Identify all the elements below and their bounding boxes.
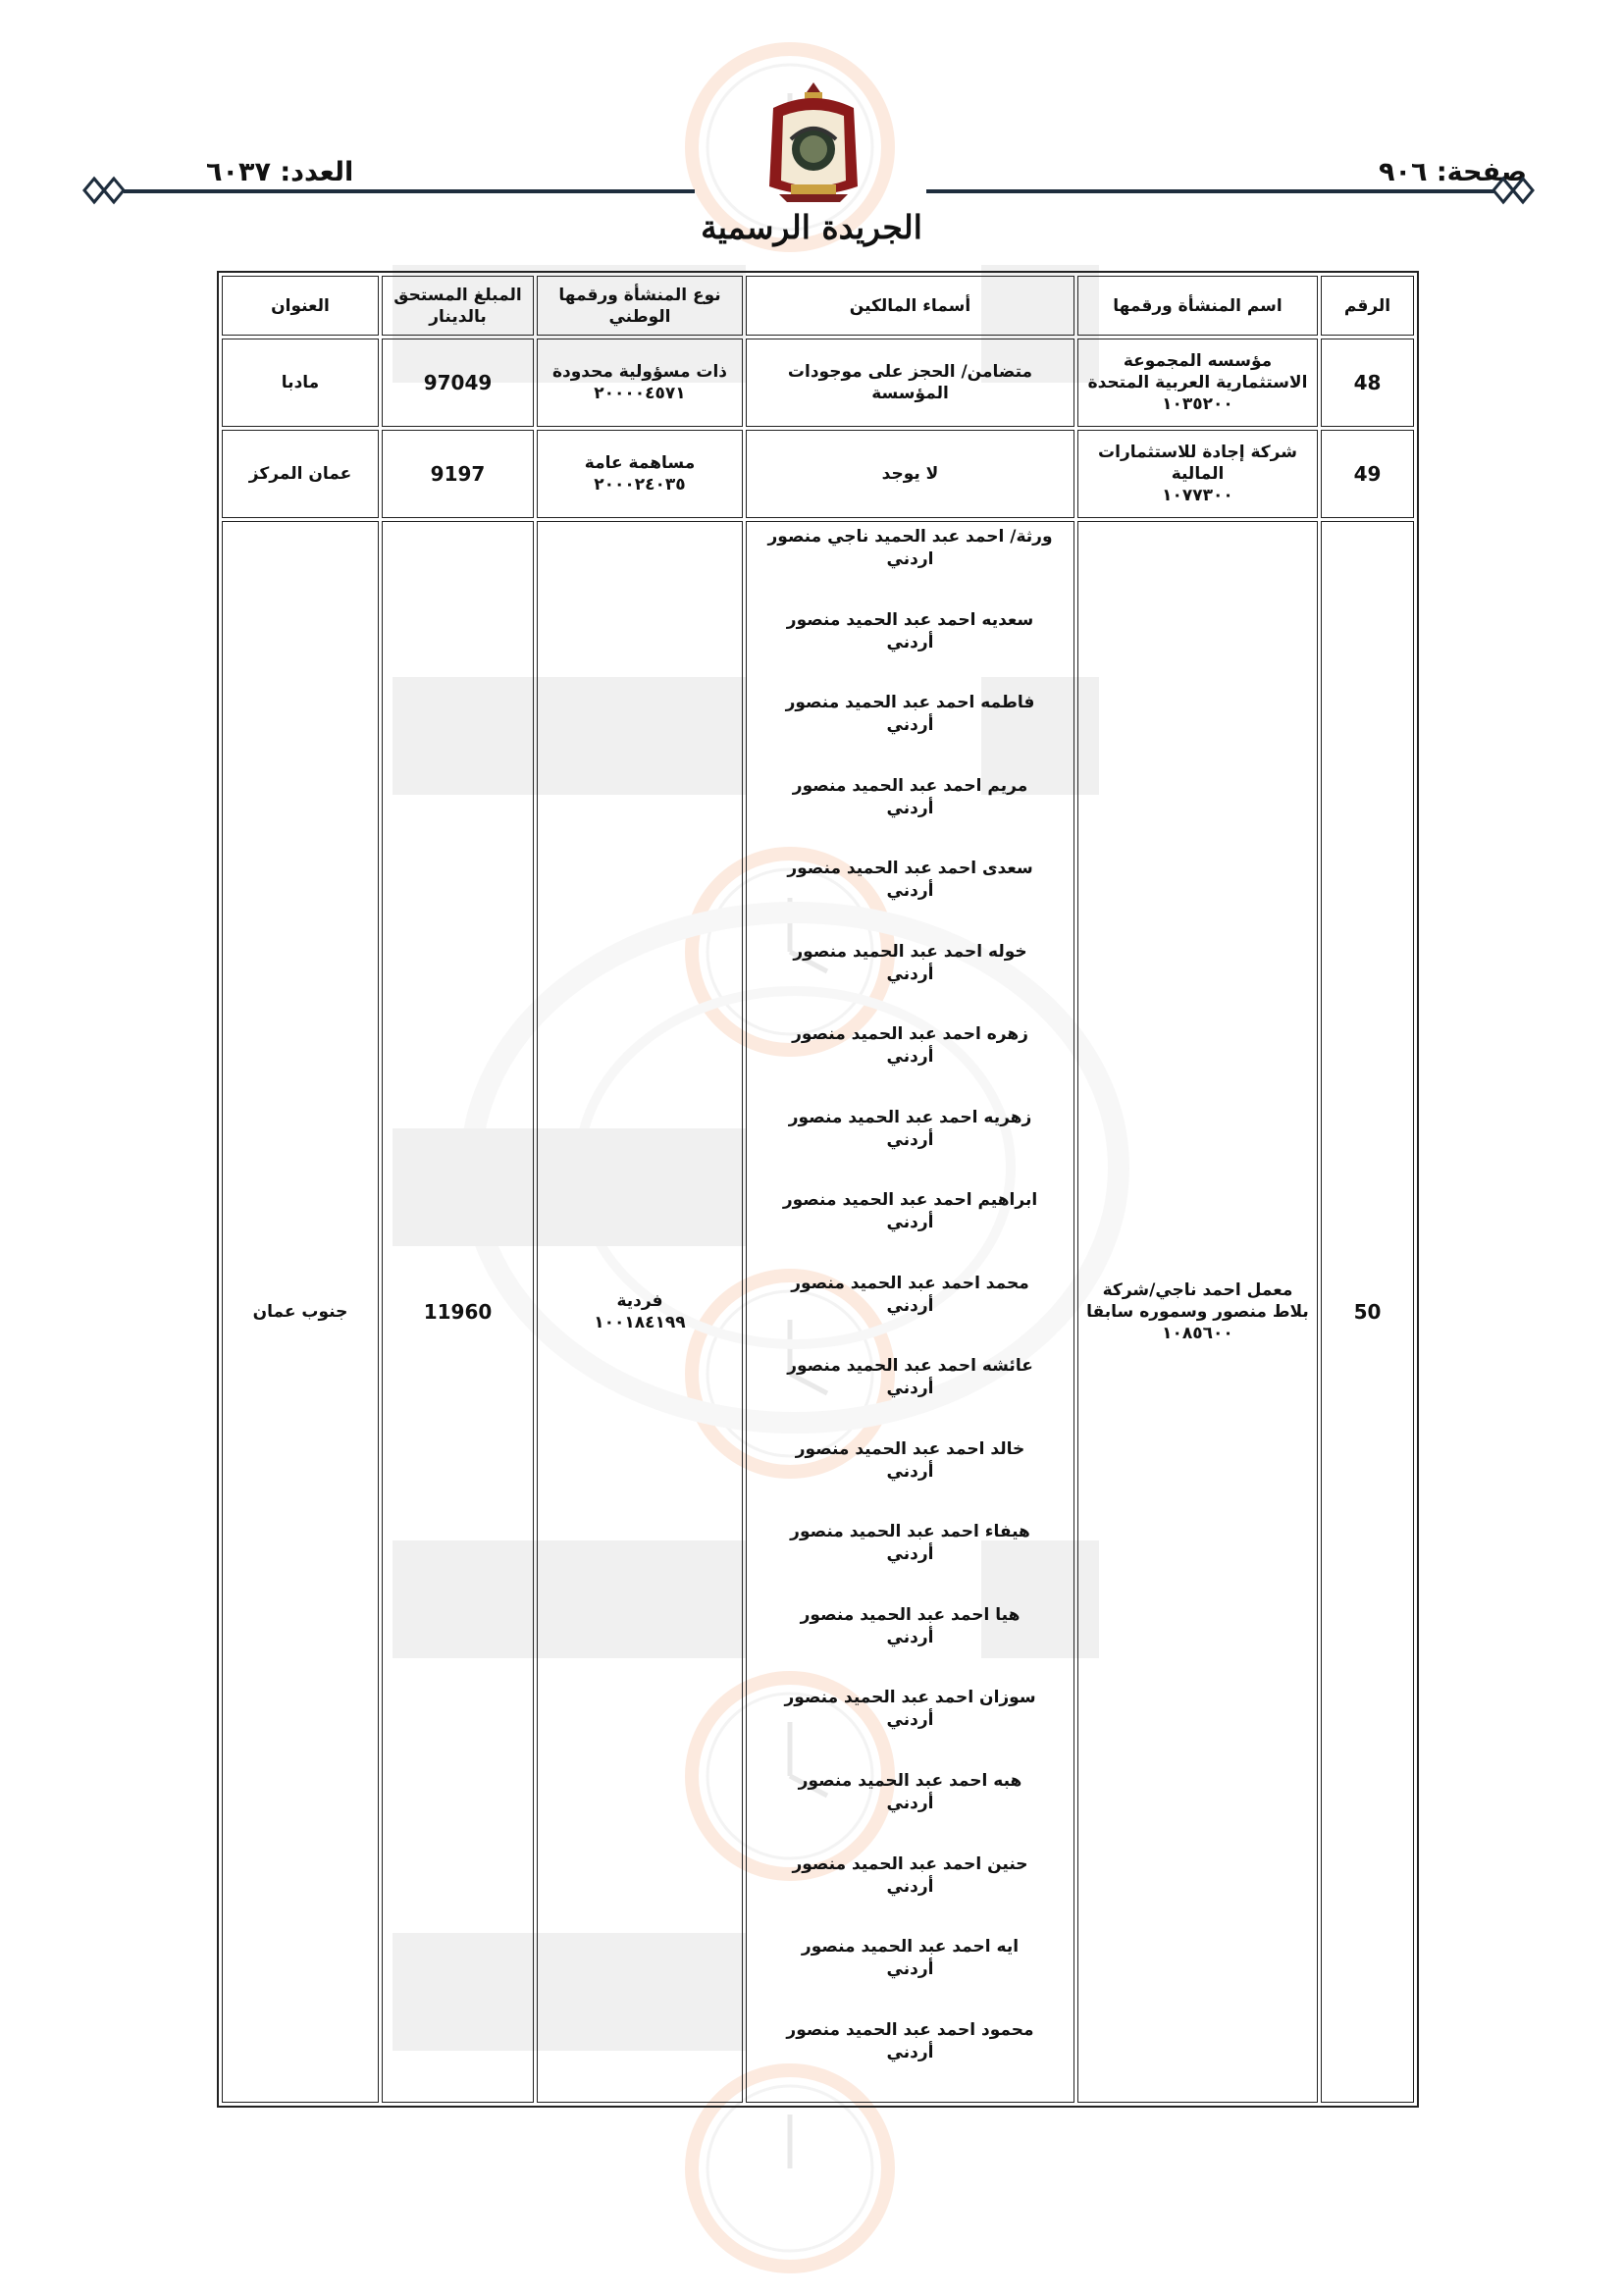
list-item — [753, 1185, 1068, 1269]
establishment-no: ١٠٨٥٦٠٠ — [1162, 1324, 1233, 1343]
owner-name: ايه احمد عبد الحميد منصور — [801, 1937, 1020, 1957]
owner-nationality: أردني — [886, 1959, 934, 1980]
header-amount: المبلغ المستحق بالدينار — [382, 276, 534, 336]
list-item — [753, 1269, 1068, 1352]
owner-name: فاطمه احمد عبد الحميد منصور — [785, 693, 1035, 713]
owners-list — [753, 522, 1068, 2098]
list-item — [753, 1932, 1068, 2015]
table-row — [222, 430, 1414, 518]
list-item — [753, 771, 1068, 855]
header-rule-left — [124, 189, 695, 193]
establishment-cell — [1077, 430, 1318, 518]
address-cell: جنوب عمان — [222, 521, 379, 2103]
page-label: صفحة: — [1436, 157, 1527, 187]
owner-nationality: أردني — [886, 1129, 934, 1150]
header-number: الرقم — [1321, 276, 1414, 336]
owner-nationality: أردني — [886, 1544, 934, 1565]
establishments-table-wrapper — [217, 271, 1410, 2108]
header-address: العنوان — [222, 276, 379, 336]
issue-number-label — [196, 157, 353, 187]
owner-name: سعديه احمد عبد الحميد منصور — [786, 609, 1034, 630]
type-cell — [537, 521, 743, 2103]
issue-number: ٦٠٣٧ — [206, 157, 271, 187]
owner-name: ابراهيم احمد عبد الحميد منصور — [782, 1190, 1038, 1211]
owner-name: هيا احمد عبد الحميد منصور — [800, 1604, 1021, 1625]
list-item — [753, 1600, 1068, 1684]
list-item — [753, 605, 1068, 689]
national-no: ١٠٠١٨٤١٩٩ — [594, 1313, 686, 1332]
owner-name: محمود احمد عبد الحميد منصور — [786, 2019, 1034, 2040]
table-row — [222, 339, 1414, 427]
list-item — [753, 1766, 1068, 1850]
owner-name: زهريه احمد عبد الحميد منصور — [788, 1107, 1032, 1127]
table-header-row — [222, 276, 1414, 336]
amount-cell: 11960 — [382, 521, 534, 2103]
header-establishment: اسم المنشأة ورقمها — [1077, 276, 1318, 336]
owner-name: محمد احمد عبد الحميد منصور — [791, 1273, 1029, 1293]
establishments-table — [217, 271, 1419, 2108]
owners-cell — [746, 521, 1074, 2103]
row-number: 48 — [1321, 339, 1414, 427]
row-number: 50 — [1321, 521, 1414, 2103]
owner-nationality: اردني — [886, 549, 934, 569]
list-item — [753, 1351, 1068, 1435]
establishment-name: معمل احمد ناجي/شركة بلاط منصور وسموره سابقا — [1086, 1280, 1309, 1322]
establishment-name: مؤسسه المجموعة الاستثمارية العربية المتحدة — [1087, 351, 1308, 392]
knot-ornament-right-icon — [1492, 175, 1535, 206]
owner-name: هبه احمد عبد الحميد منصور — [798, 1770, 1022, 1791]
establishment-no: ١٠٣٥٢٠٠ — [1162, 394, 1233, 414]
owner-nationality: أردني — [886, 1793, 934, 1813]
amount-cell: 9197 — [382, 430, 534, 518]
owner-nationality: أردني — [886, 964, 934, 984]
national-no: ٢٠٠٠٠٤٥٧١ — [594, 384, 686, 403]
list-item — [753, 522, 1068, 605]
row-number: 49 — [1321, 430, 1414, 518]
owner-nationality: أردني — [886, 881, 934, 902]
list-item — [753, 1435, 1068, 1518]
address-cell: عمان المركز — [222, 430, 379, 518]
owners-cell: لا يوجد — [746, 430, 1074, 518]
owner-nationality: أردني — [886, 632, 934, 652]
owner-nationality: أردني — [886, 2042, 934, 2062]
owner-nationality: أردني — [886, 715, 934, 736]
owner-nationality: أردني — [886, 1295, 934, 1316]
header-type: نوع المنشأة ورقمها الوطني — [537, 276, 743, 336]
amount-cell: 97049 — [382, 339, 534, 427]
establishment-name: شركة إجادة للاستثمارات المالية — [1098, 443, 1297, 484]
list-item — [753, 1517, 1068, 1600]
gazette-title: الجريدة الرسمية — [701, 208, 922, 246]
owner-nationality: أردني — [886, 1047, 934, 1068]
owner-name: ورثة/ احمد عبد الحميد ناجي منصور — [767, 527, 1053, 547]
owner-name: سعدى احمد عبد الحميد منصور — [787, 859, 1033, 879]
owner-nationality: أردني — [886, 1710, 934, 1731]
list-item — [753, 1103, 1068, 1186]
owner-nationality: أردني — [886, 1213, 934, 1233]
establishment-no: ١٠٧٧٣٠٠ — [1162, 486, 1233, 505]
owner-name: سوزان احمد عبد الحميد منصور — [784, 1688, 1036, 1708]
page-number: ٩٠٦ — [1378, 157, 1428, 187]
establishment-cell — [1077, 339, 1318, 427]
owner-nationality: أردني — [886, 1627, 934, 1647]
establishment-type: فردية — [616, 1291, 663, 1311]
list-item — [753, 1683, 1068, 1766]
header-owners: أسماء المالكين — [746, 276, 1074, 336]
owner-nationality: أردني — [886, 1876, 934, 1897]
list-item — [753, 1019, 1068, 1103]
table-row — [222, 521, 1414, 2103]
establishment-type: مساهمة عامة — [584, 453, 696, 473]
owner-nationality: أردني — [886, 1461, 934, 1482]
list-item — [753, 854, 1068, 937]
list-item — [753, 1850, 1068, 1933]
establishment-type: ذات مسؤولية محدودة — [551, 362, 728, 382]
owner-name: هيفاء احمد عبد الحميد منصور — [790, 1522, 1030, 1542]
knot-ornament-left-icon — [82, 175, 126, 206]
header-rule-right — [926, 189, 1495, 193]
owner-nationality: أردني — [886, 798, 934, 818]
owner-name: خوله احمد عبد الحميد منصور — [793, 941, 1027, 962]
list-item — [753, 2015, 1068, 2099]
type-cell — [537, 339, 743, 427]
type-cell — [537, 430, 743, 518]
owner-name: حنين احمد عبد الحميد منصور — [792, 1853, 1028, 1874]
address-cell: مادبا — [222, 339, 379, 427]
owner-nationality: أردني — [886, 1379, 934, 1399]
owner-name: زهره احمد عبد الحميد منصور — [792, 1024, 1028, 1045]
establishment-cell — [1077, 521, 1318, 2103]
owner-name: عائشه احمد عبد الحميد منصور — [787, 1356, 1033, 1377]
owners-cell: متضامن/ الحجز على موجودات المؤسسة — [746, 339, 1074, 427]
issue-label: العدد: — [280, 157, 354, 187]
owner-name: خالد احمد عبد الحميد منصور — [795, 1438, 1025, 1459]
list-item — [753, 937, 1068, 1020]
royal-coat-of-arms-icon — [761, 78, 865, 206]
owner-name: مريم احمد عبد الحميد منصور — [792, 775, 1028, 796]
list-item — [753, 688, 1068, 771]
national-no: ٢٠٠٠٢٤٠٣٥ — [594, 475, 686, 495]
